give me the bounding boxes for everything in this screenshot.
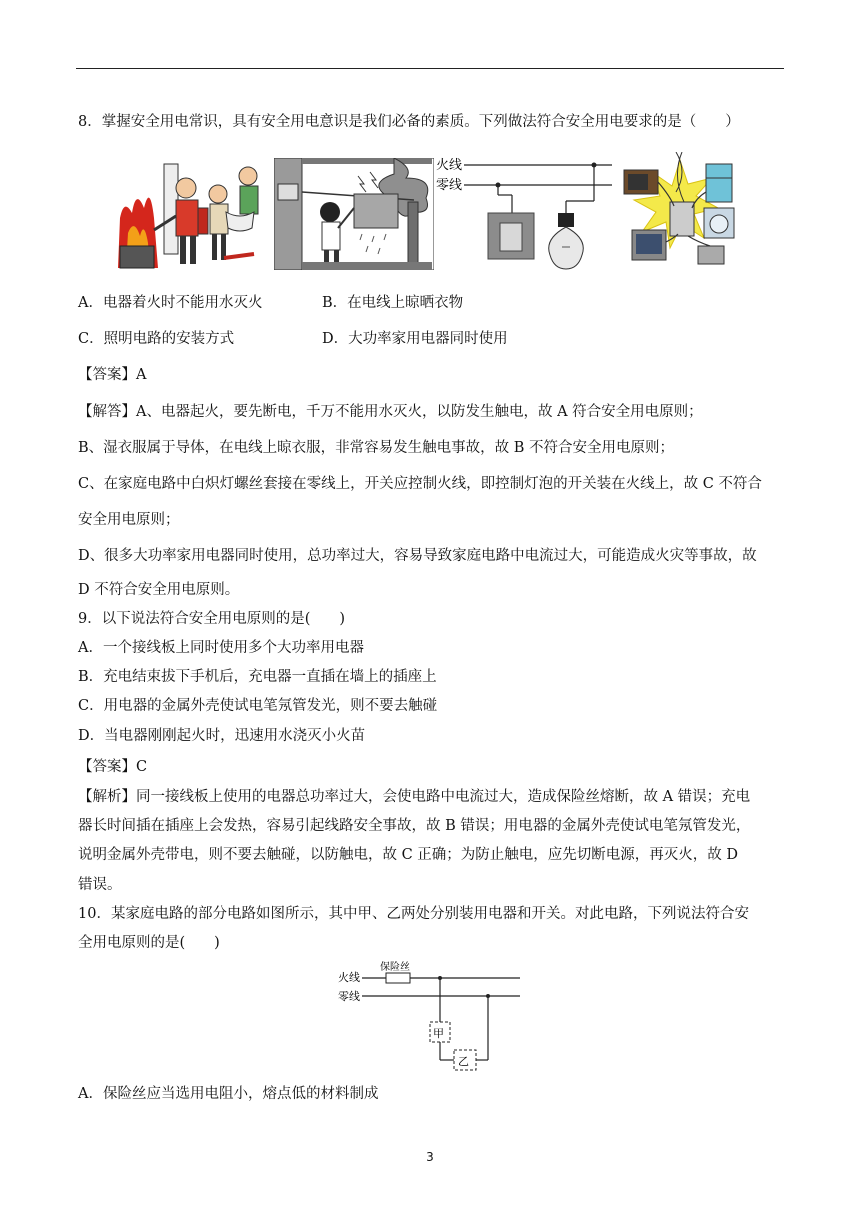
neutral-wire-label: 零线: [338, 990, 360, 1003]
power-strip: [670, 202, 694, 236]
light-bulb-icon: [549, 227, 584, 269]
live-wire-label: 火线: [338, 971, 360, 984]
q10-stem-line-1: 10．某家庭电路的部分电路如图所示，其中甲、乙两处分别装用电器和开关。对此电路，下列说法符合安: [78, 906, 749, 922]
box-yi-label: 乙: [458, 1055, 469, 1068]
neutral-wire-label: 零线: [436, 178, 463, 193]
q9-option-b: B．充电结束拔下手机后，充电器一直插在墙上的插座上: [78, 669, 437, 685]
q9-answer: 【答案】C: [78, 759, 148, 775]
lamp-socket: [558, 213, 574, 227]
q9-option-a: A．一个接线板上同时使用多个大功率用电器: [78, 640, 364, 656]
q8-option-d: D．大功率家用电器同时使用: [322, 331, 508, 347]
laundry-on-wire-illustration: [274, 158, 434, 270]
q9-explanation-line-1: 【解析】同一接线板上使用的电器总功率过大，会使电路中电流过大，造成保险丝熔断，故 A 错误；充电: [78, 789, 751, 805]
q8-explanation-line-2: B、湿衣服属于导体，在电线上晾衣服，非常容易发生触电事故，故 B 不符合安全用电原则；: [78, 440, 675, 456]
q8-explanation-line-5: D、很多大功率家用电器同时使用，总功率过大，容易导致家庭电路中电流过大，可能造成火灾等事故，故: [78, 548, 757, 564]
q10-option-a: A．保险丝应当选用电阻小，熔点低的材料制成: [78, 1086, 379, 1102]
live-wire-label: 火线: [436, 158, 463, 173]
q8-explanation-line-1: 【解答】A、电器起火，要先断电，千万不能用水灭火，以防发生触电，故 A 符合安全用电原则；: [78, 404, 703, 420]
q8-stem: 8．掌握安全用电常识，具有安全用电意识是我们必备的素质。下列做法符合安全用电要求的是（ ）: [78, 114, 740, 130]
page-number: 3: [426, 1150, 434, 1164]
lighting-circuit-diagram: [434, 155, 614, 273]
q8-explanation-line-6: D 不符合安全用电原则。: [78, 582, 240, 598]
fuse-label: 保险丝: [380, 962, 410, 973]
household-circuit-diagram: [336, 960, 526, 1080]
fridge: [706, 164, 732, 202]
many-appliances-illustration: [618, 152, 742, 270]
q8-explanation-line-3: C、在家庭电路中白炽灯螺丝套接在零线上，开关应控制火线，即控制灯泡的开关装在火线上，故 C 不符合: [78, 476, 762, 492]
fuse-symbol: [386, 973, 410, 983]
q9-explanation-line-3: 说明金属外壳带电，则不要去触碰，以防触电，故 C 正确；为防止触电，应先切断电源，再灭火，故 D: [78, 847, 739, 863]
q9-option-d: D．当电器刚刚起火时，迅速用水浇灭小火苗: [78, 728, 366, 744]
q9-option-c: C．用电器的金属外壳使试电笔氖管发光，则不要去触碰: [78, 698, 438, 714]
q8-answer: 【答案】A: [78, 367, 147, 383]
q9-stem: 9．以下说法符合安全用电原则的是( ): [78, 611, 346, 627]
q8-option-a: A．电器着火时不能用水灭火: [78, 295, 263, 311]
q8-option-c: C．照明电路的安装方式: [78, 331, 235, 347]
fire-extinguish-illustration: [114, 158, 270, 270]
header-rule: [76, 68, 784, 69]
q8-explanation-line-4: 安全用电原则；: [78, 512, 180, 528]
q9-explanation-line-4: 错误。: [78, 877, 122, 893]
q10-stem-line-2: 全用电原则的是( ): [78, 935, 220, 951]
box-jia-label: 甲: [433, 1027, 444, 1040]
q8-option-b: B．在电线上晾晒衣物: [322, 295, 464, 311]
q9-explanation-line-2: 器长时间插在插座上会发热，容易引起线路安全事故，故 B 错误；用电器的金属外壳使试电笔氖管发光，: [78, 818, 751, 834]
